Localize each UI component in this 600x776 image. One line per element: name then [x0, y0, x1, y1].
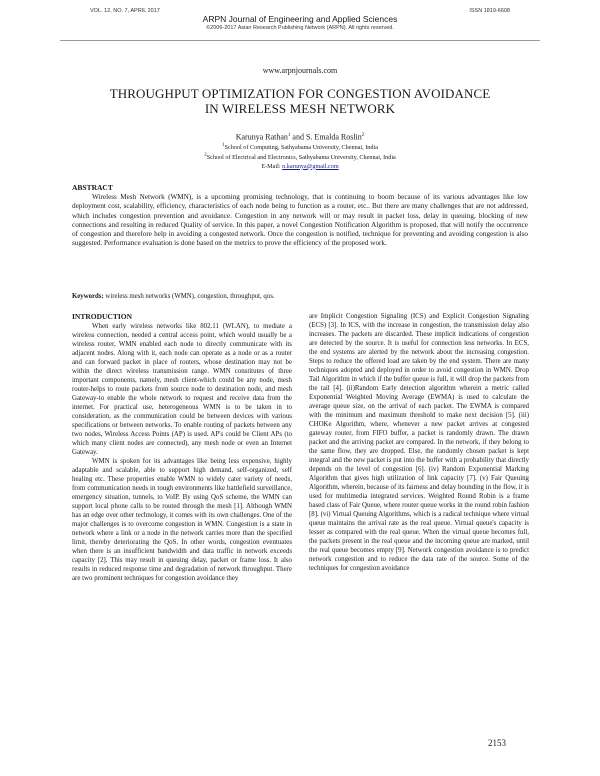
copyright-line: ©2006-2017 Asian Research Publishing Network (ARPN). All rights reserved.	[206, 25, 394, 31]
keywords-text: wireless mesh networks (WMN), congestion, throughput, qos.	[103, 293, 275, 300]
affiliations	[0, 142, 600, 171]
keywords-label: Keywords:	[72, 293, 104, 300]
title-line-2: IN WIRELESS MESH NETWORK	[204, 101, 396, 116]
author-list	[0, 131, 600, 143]
author-1-affiliation-mark: 1	[287, 133, 291, 138]
journal-url[interactable]: www.arpnjournals.com	[262, 66, 338, 75]
intro-paragraph-1: When early wireless networks like 802.11 (WLAN), to mediate a wireless connection, needed a central access point, which would usually be a wireless router, WMN enabled each node to directly communicate with its adjacent nodes. Along with it, each node can operate as a node or as a router and can forward packet in place of routers, whose destination may not be within the direct wireless transmission range. WMN constitutes of three important components, namely, mesh client-which could be any node, mesh router-helps to route packets from source node to destination node, and mesh Gateway-to enable the whole network to request and receive data from the internet. For practical use, heterogeneous WMN is to be taken in to consideration, as the communication could be between devices with various specifications or between networks. To enable routing of packets between any two nodes, Wireless Access Points (AP) is used. AP's could be Client APs (to which many client nodes are connected), any mesh node or even an Internet Gateway.	[72, 323, 292, 457]
email-label: E-Mail:	[261, 162, 283, 170]
introduction-heading: INTRODUCTION	[72, 312, 133, 321]
author-2: S. Emalda Roslin	[305, 132, 362, 142]
intro-paragraph-2: WMN is spoken for its advantages like being less expensive, highly adaptable and scalable, able to support high demand, self-organized, self healing etc. These properties enable WMN to widely cater variety of needs, from communication needs in tough environments like battlefield surveillance, emergency situation, tunnels, to VoIP. By using QoS scheme, the WMN can support local phone calls to be routed through the mesh [1]. Although WMN has an edge over other technology, it comes with its own challenges. One of the major challenges is to overcome congestion in WMN. Congestion is a state in network where a link or a node in the network carries more than the specified limit, thereby deteriorating the QoS. In other words, congestion eventuates when there is an insufficient bandwidth and data traffic in network exceeds capacity [2]. This may result in queuing delay, packet or frame loss. It also results in reduced response time and degradation of network throughput. There are two prominent techniques for congestion avoidance they	[72, 458, 292, 583]
left-column	[72, 312, 292, 583]
author-separator: and	[290, 132, 306, 142]
keywords-line	[72, 292, 528, 301]
title-line-1: THROUGHPUT OPTIMIZATION FOR CONGESTION AVOIDANCE	[109, 86, 491, 101]
author-1: Karunya Rathan	[235, 132, 288, 142]
page-number: 2153	[488, 738, 506, 748]
intro-paragraph-3: are Implicit Congestion Signaling (ICS) and Explicit Congestion Signaling (ECS) [3]. In ICS, with the increase in congestion, the transmission delay also increases. The packets are discarded. These implicit indications of congestion are detected by the source. It is useful for connection less networks. In ECS, the end systems are alerted by the network about the increasing congestion. Steps to reduce the offered load are taken by the end system. There are many techniques adopted and deployed in order to avoid congestion in WMN. Drop Tail Algorithm in which if the buffer queue is full, it will drop the packets from the tail [4]. (ii)Random Early detection algorithm wherein a metric called Exponential Weighted Moving Average (EWMA) is used to calculate the average queue size, on the arrival of each packet. The EWMA is compared with the minimum and maximum threshold to make next decision [5]. (iii) CHOKe Algorithm, where, whenever a new packet arrives at congested gateway router, from FIFO buffer, a packet is randomly drawn. The drawn packet and the arriving packet are compared. In the network, if they belong to the same flow, they are dropped. Else, the randomly chosen packet is kept integral and the new packet is put into the buffer with a probability that directly depends on the level of congestion [6]. (iv) Random Exponential Marking Algorithm that gives high utilization of link capacity [7]. (v) Fair Queuing Algorithm, wherein, because of its fairness and delay bounding in the flow, it is used for multimedia integrated services. Weighted Round Robin is a frame based class of Fair Queue, where router queue works in the round robin fashion [8]. (vi) Virtual Queuing Algorithms, which is a radical technique where virtual queue maintains the arrival rate as the real queue. Virtual queue's capacity is lesser as compared with the real queue. When the virtual queue becomes full, the packets present in the real queue and the incoming queue are marked, until the real queue becomes empty [9]. Network congestion avoidance is to predict network congestion and to reduce the data rate of the source. Some of the techniques for congestion avoidance	[309, 313, 529, 573]
affiliation-2: $^2$School of Electrical and Electronics, Sathyabama University, Chennai, India	[204, 153, 396, 162]
right-column	[309, 312, 529, 573]
abstract-heading: ABSTRACT	[72, 183, 113, 192]
volume-issue: VOL. 12, NO. 7, APRIL 2017	[90, 8, 160, 14]
abstract-body: Wireless Mesh Network (WMN), is a upcoming promising technology, that is continuing to boom because of its various advantages like low deployment cost, scalability, efficiency, characteristics of each node being to function as a router, etc.. But there are many challenges that are not addressed, which includes congestion prevention and avoidance. Congestion in any network will or may result in packet loss, delay in queuing, blocking of new connections and resulting in reduced Quality of service. In this paper, a novel Congestion Notification Algorithm is proposed, that will notify the occurrence of congestion and therefore help in avoiding a congested network. Once the congestion is notified, technique for preventing and avoiding congestion is also suggested. Performance evaluation is done based on the metrics to prove the efficiency of the proposed work.	[72, 193, 528, 248]
paper-title	[60, 86, 540, 116]
author-2-affiliation-mark: 2	[361, 133, 365, 138]
journal-name: ARPN Journal of Engineering and Applied Sciences	[202, 14, 398, 24]
issn: ISSN 1819-6608	[469, 8, 510, 14]
header-divider	[60, 40, 540, 41]
affiliation-1: $^1$School of Computing, Sathyabama University, Chennai, India	[222, 143, 378, 152]
email-link[interactable]: n.karunya@gmail.com	[282, 162, 339, 170]
email-line	[0, 163, 600, 171]
